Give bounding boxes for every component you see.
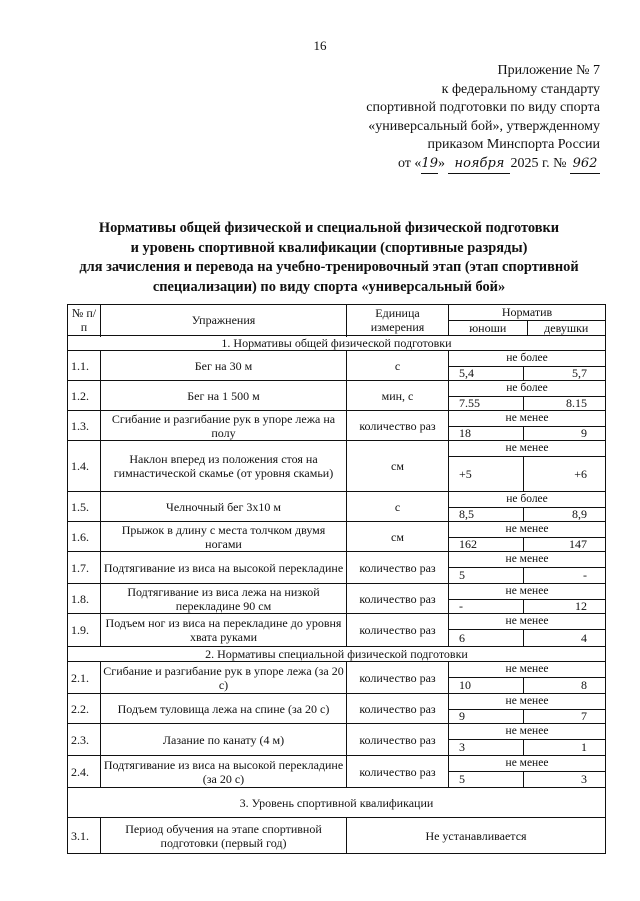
appendix-line: «универсальный бой», утвержденному xyxy=(368,118,600,134)
value-boys: 6 xyxy=(459,631,465,645)
order-date-line xyxy=(310,155,600,175)
row-values xyxy=(449,740,605,755)
row-norm xyxy=(449,411,606,441)
row-num: 1.8. xyxy=(68,584,101,614)
row-qualifier: не менее xyxy=(449,411,605,427)
year-text: 2025 г. № xyxy=(510,155,567,171)
row-unit: см xyxy=(347,441,449,492)
row-values xyxy=(449,397,605,410)
value-girls: 12 xyxy=(523,600,606,613)
table-row xyxy=(68,756,606,788)
row-qualifier: не менее xyxy=(449,614,605,630)
row-norm xyxy=(449,351,606,381)
header-gender-row xyxy=(449,321,605,335)
row-unit: количество раз xyxy=(347,614,449,647)
row-norm xyxy=(449,381,606,411)
value-boys: 5 xyxy=(459,568,465,582)
row-unit: с xyxy=(347,351,449,381)
row-norm xyxy=(449,694,606,724)
row-exercise: Подтягивание из виса на высокой перекладине (за 20 с) xyxy=(101,756,347,788)
value-girls: 8 xyxy=(523,678,606,693)
value-boys: - xyxy=(459,599,463,613)
row-exercise: Подъем туловища лежа на спине (за 20 с) xyxy=(101,694,347,724)
section2-rows xyxy=(68,662,606,788)
value-girls: +6 xyxy=(523,457,606,491)
row-exercise: Сгибание и разгибание рук в упоре лежа (за 20 с) xyxy=(101,662,347,694)
row-norm xyxy=(449,522,606,552)
table-header-row xyxy=(68,305,606,336)
row-exercise: Наклон вперед из положения стоя на гимнастической скамье (от уровня скамьи) xyxy=(101,441,347,492)
row-norm xyxy=(449,724,606,756)
row-num: 2.1. xyxy=(68,662,101,694)
table-row xyxy=(68,818,606,854)
table-row xyxy=(68,351,606,381)
value-boys: 7.55 xyxy=(459,396,480,410)
row-unit: мин, с xyxy=(347,381,449,411)
document-title xyxy=(44,219,614,297)
table-row xyxy=(68,441,606,492)
header-exercise: Упражнения xyxy=(101,305,347,336)
row-unit: количество раз xyxy=(347,411,449,441)
row-num: 1.7. xyxy=(68,552,101,584)
row-num: 1.1. xyxy=(68,351,101,381)
row-unit: количество раз xyxy=(347,552,449,584)
row-norm xyxy=(449,584,606,614)
row-values xyxy=(449,630,605,646)
table-row xyxy=(68,492,606,522)
row-qualifier: не менее xyxy=(449,724,605,740)
row-qualifier: не менее xyxy=(449,694,605,710)
title-line: специализации) по виду спорта «универсальный бой» xyxy=(152,278,506,295)
value-girls: 7 xyxy=(523,710,606,723)
row-norm xyxy=(449,662,606,694)
appendix-header xyxy=(310,62,600,174)
row-exercise: Подтягивание из виса лежа на низкой перекладине 90 см xyxy=(101,584,347,614)
row-unit: количество раз xyxy=(347,694,449,724)
row-exercise: Подтягивание из виса на высокой перекладине xyxy=(101,552,347,584)
date-mid: » xyxy=(437,155,445,171)
table-row xyxy=(68,411,606,441)
section-title: 1. Нормативы общей физической подготовки xyxy=(68,336,606,351)
table-row xyxy=(68,662,606,694)
value-girls: 9 xyxy=(523,427,606,440)
appendix-title: Приложение № 7 xyxy=(497,63,600,78)
row-num: 1.4. xyxy=(68,441,101,492)
row-num: 1.6. xyxy=(68,522,101,552)
row-unit: с xyxy=(347,492,449,522)
row-values xyxy=(449,568,605,583)
header-unit: Единица измерения xyxy=(347,305,449,336)
row-exercise: Сгибание и разгибание рук в упоре лежа на полу xyxy=(101,411,347,441)
row-norm xyxy=(449,492,606,522)
value-boys: 18 xyxy=(459,426,471,440)
handwritten-day: 19 xyxy=(421,155,438,175)
handwritten-order-number: 962 xyxy=(570,155,600,175)
title-line: и уровень спортивной квалификации (спортивные разряды) xyxy=(130,239,528,256)
value-girls: 147 xyxy=(523,538,606,551)
row-norm xyxy=(449,614,606,647)
norms-table xyxy=(67,304,606,854)
handwritten-month: ноября xyxy=(448,155,510,175)
row-values xyxy=(449,678,605,693)
row-exercise: Челночный бег 3х10 м xyxy=(101,492,347,522)
row-values xyxy=(449,710,605,723)
header-girls: девушки xyxy=(527,321,606,335)
row-unit: см xyxy=(347,522,449,552)
value-girls: - xyxy=(523,568,606,583)
section-row xyxy=(68,647,606,662)
row-unit: количество раз xyxy=(347,584,449,614)
row-values xyxy=(449,772,605,787)
header-boys: юноши xyxy=(469,321,507,335)
section-title: 2. Нормативы специальной физической подготовки xyxy=(68,647,606,662)
value-girls: 4 xyxy=(523,630,606,646)
row-values xyxy=(449,508,605,521)
section-row xyxy=(68,788,606,818)
row-num: 3.1. xyxy=(68,818,101,854)
value-boys: 5 xyxy=(459,772,465,786)
row-values xyxy=(449,538,605,551)
row-values xyxy=(449,457,605,491)
value-girls: 8,9 xyxy=(523,508,606,521)
row-num: 2.4. xyxy=(68,756,101,788)
value-boys: 9 xyxy=(459,709,465,723)
table-row xyxy=(68,584,606,614)
row-num: 2.3. xyxy=(68,724,101,756)
row-exercise: Лазание по канату (4 м) xyxy=(101,724,347,756)
row-norm xyxy=(449,441,606,492)
appendix-line: к федеральному стандарту xyxy=(441,81,600,97)
row-num: 1.9. xyxy=(68,614,101,647)
row-exercise: Период обучения на этапе спортивной подготовки (первый год) xyxy=(101,818,347,854)
table-row xyxy=(68,614,606,647)
row-values xyxy=(449,427,605,440)
value-boys: 5,4 xyxy=(459,366,474,380)
row-num: 1.3. xyxy=(68,411,101,441)
value-girls: 1 xyxy=(523,740,606,755)
row-exercise: Бег на 30 м xyxy=(101,351,347,381)
row-exercise: Подъем ног из виса на перекладине до уровня хвата руками xyxy=(101,614,347,647)
row-num: 1.5. xyxy=(68,492,101,522)
table-row xyxy=(68,552,606,584)
section-row xyxy=(68,336,606,351)
header-norm xyxy=(449,305,606,336)
row-qualifier: не более xyxy=(449,381,605,397)
value-girls: 3 xyxy=(523,772,606,787)
row-num: 1.2. xyxy=(68,381,101,411)
row-num: 2.2. xyxy=(68,694,101,724)
row-exercise: Прыжок в длину с места толчком двумя ногами xyxy=(101,522,347,552)
value-boys: +5 xyxy=(459,467,472,481)
row-qualifier: не менее xyxy=(449,552,605,568)
value-boys: 3 xyxy=(459,740,465,754)
appendix-line: спортивной подготовки по виду спорта xyxy=(366,100,600,115)
row-exercise: Бег на 1 500 м xyxy=(101,381,347,411)
appendix-line: приказом Минспорта России xyxy=(427,137,600,152)
value-boys: 162 xyxy=(459,537,477,551)
page-number: 16 xyxy=(313,38,327,53)
row-norm xyxy=(449,756,606,788)
table-row xyxy=(68,724,606,756)
title-line: для зачисления и перевода на учебно-тренировочный этап (этап спортивной xyxy=(79,259,579,275)
row-unit: количество раз xyxy=(347,756,449,788)
row-unit: количество раз xyxy=(347,662,449,694)
row-unit: количество раз xyxy=(347,724,449,756)
section1-rows xyxy=(68,351,606,647)
row-qualifier: не менее xyxy=(449,662,605,678)
qualification-value: Не устанавливается xyxy=(347,818,606,854)
value-boys: 10 xyxy=(459,678,471,692)
row-qualifier: не более xyxy=(449,492,605,508)
table-row xyxy=(68,522,606,552)
row-values xyxy=(449,367,605,380)
table-row xyxy=(68,694,606,724)
value-girls: 5,7 xyxy=(523,367,606,380)
header-num: № п/п xyxy=(68,305,101,336)
date-prefix: от « xyxy=(397,155,422,171)
row-qualifier: не более xyxy=(449,351,605,367)
row-values xyxy=(449,600,605,613)
row-qualifier: не менее xyxy=(449,522,605,538)
value-boys: 8,5 xyxy=(459,507,474,521)
row-qualifier: не менее xyxy=(449,441,605,457)
row-qualifier: не менее xyxy=(449,584,605,600)
title-line: Нормативы общей физической и специальной физической подготовки xyxy=(98,220,560,236)
section-title: 3. Уровень спортивной квалификации xyxy=(68,788,606,818)
value-girls: 8.15 xyxy=(523,397,606,410)
header-norm-label: Норматив xyxy=(449,305,605,321)
row-norm xyxy=(449,552,606,584)
row-qualifier: не менее xyxy=(449,756,605,772)
table-row xyxy=(68,381,606,411)
